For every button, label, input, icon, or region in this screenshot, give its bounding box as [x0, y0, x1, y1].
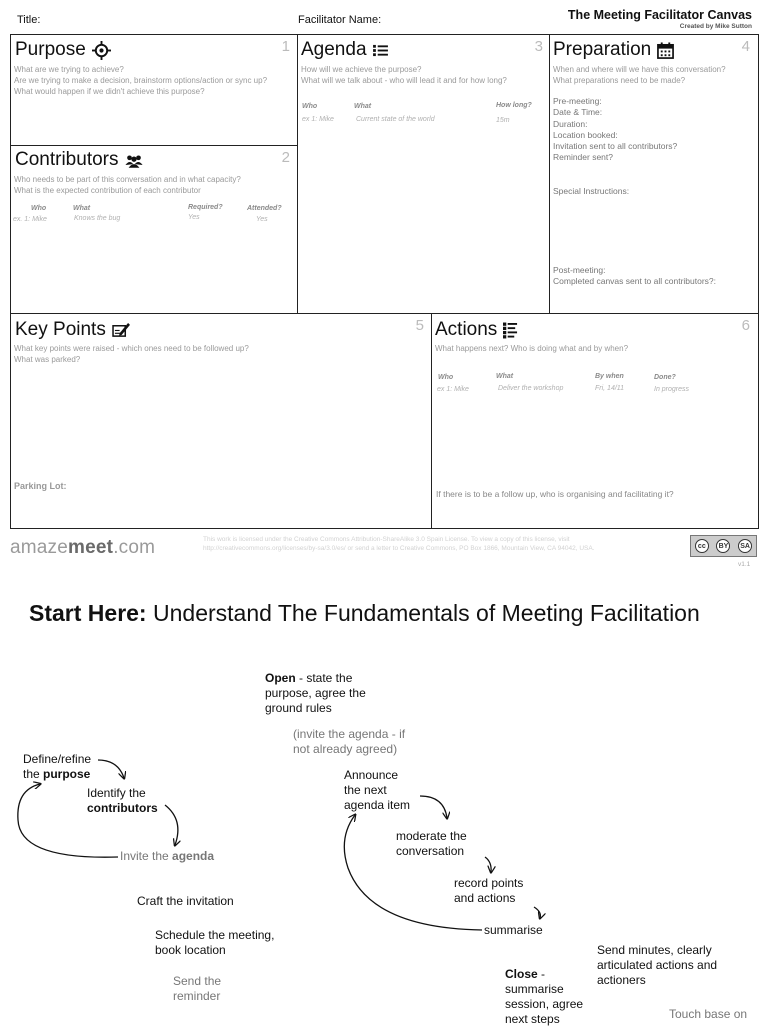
flow-line	[23, 767, 91, 782]
flow-line	[505, 967, 583, 982]
question: What was parked?	[14, 355, 81, 364]
col-what: What	[73, 205, 91, 212]
flow-text: Invite the	[120, 849, 173, 863]
preparation-title	[553, 39, 674, 61]
pen-paper-icon	[112, 322, 131, 338]
start-here-heading	[29, 600, 700, 627]
agenda-title-text: Agenda	[301, 39, 367, 60]
post-meeting-list	[553, 265, 716, 288]
actions-title-text: Actions	[435, 319, 498, 340]
example-attended: Yes	[256, 216, 268, 223]
flow-line: record points	[454, 876, 524, 890]
flow-line: Send minutes, clearly	[597, 943, 712, 957]
key-points-title	[15, 319, 131, 341]
purpose-number: 1	[281, 38, 290, 55]
flow-open	[265, 671, 366, 716]
col-who: Who	[31, 205, 47, 212]
flow-line	[87, 801, 158, 816]
pre-meeting-item: Duration:	[553, 118, 588, 129]
preparation-title-text: Preparation	[553, 39, 652, 60]
flow-record	[454, 876, 523, 906]
logo-suffix: .com	[113, 537, 156, 558]
question: When and where will we have this conversation?	[553, 65, 726, 74]
example-who: ex. 1: Mike	[13, 216, 47, 223]
actions-title	[435, 319, 518, 341]
flow-invite-agenda-note	[293, 727, 405, 757]
flow-keyword: contributors	[87, 801, 158, 815]
flow-line: next steps	[505, 1012, 560, 1026]
parking-lot-label: Parking Lot:	[14, 481, 67, 491]
flow-line: the next	[344, 783, 387, 797]
flow-text: -	[537, 967, 546, 981]
flow-line: Send the	[173, 974, 222, 988]
flow-line: moderate the	[396, 829, 467, 843]
question: What is the expected contribution of each contributor	[14, 186, 201, 195]
purpose-section[interactable]	[10, 34, 298, 146]
pre-meeting-item: Invitation sent to all contributors?	[553, 141, 678, 152]
preparation-number: 4	[741, 38, 750, 55]
contributors-section[interactable]	[10, 146, 298, 313]
flow-line: reminder	[173, 989, 221, 1003]
calendar-icon	[657, 42, 674, 59]
license-line: This work is licensed under the Creative Commons Attribution-ShareAlike 3.0 Spain License. To view a copy of this license, visit	[203, 536, 570, 543]
purpose-questions	[14, 64, 267, 97]
arrow-identify-to-invite	[165, 805, 178, 845]
col-what: What	[354, 103, 372, 110]
brand-subtitle: Created by Mike Sutton	[679, 23, 752, 30]
example-who: ex 1: Mike	[302, 116, 334, 123]
cc-license-badge[interactable]	[690, 535, 757, 557]
flow-line: summarise	[505, 982, 564, 996]
flow-line: session, agree	[505, 997, 584, 1011]
checklist-icon	[503, 322, 518, 339]
special-instructions: Special Instructions:	[553, 186, 630, 196]
flow-schedule-meeting	[155, 928, 274, 958]
arrow-moderate-to-record	[485, 857, 491, 872]
question: What will we talk about - who will lead it and for how long?	[301, 76, 507, 85]
question: What key points were raised - which ones need to be followed up?	[14, 344, 249, 353]
example-by-when: Fri, 14/11	[595, 385, 625, 392]
col-what: What	[496, 373, 514, 380]
flow-line: articulated actions and	[597, 958, 718, 972]
cc-icon: cc	[695, 539, 709, 553]
pre-meeting-item: Date & Time:	[553, 107, 603, 118]
logo-bold: meet	[68, 537, 114, 558]
col-who: Who	[302, 103, 318, 110]
pre-meeting-item: Location booked:	[553, 129, 618, 140]
purpose-title	[15, 39, 111, 61]
license-text	[203, 535, 673, 553]
flow-line: book location	[155, 943, 226, 957]
flow-moderate	[396, 829, 467, 859]
flow-line: Identify the	[87, 786, 146, 800]
agenda-number: 3	[534, 38, 543, 55]
follow-up-question: If there is to be a follow up, who is organising and facilitating it?	[436, 489, 674, 499]
flow-announce-item	[344, 768, 410, 813]
flow-keyword: Open	[265, 671, 296, 685]
flow-keyword: purpose	[43, 767, 91, 781]
brand-title: The Meeting Facilitator Canvas	[567, 8, 752, 22]
target-icon	[92, 41, 111, 60]
flow-line	[265, 671, 366, 686]
list-icon	[373, 44, 388, 57]
start-here-bold: Start Here:	[29, 600, 147, 626]
pre-meeting-list	[553, 96, 677, 164]
sa-icon: SA	[738, 539, 752, 553]
flow-text: the	[23, 767, 44, 781]
flow-define-purpose	[23, 752, 91, 782]
question: Who needs to be part of this conversation and in what capacity?	[14, 175, 241, 184]
example-done: In progress	[654, 386, 690, 393]
key-points-questions	[14, 343, 249, 365]
example-what: Current state of the world	[356, 116, 435, 123]
preparation-questions	[553, 64, 726, 86]
flow-keyword: agenda	[172, 849, 215, 863]
key-points-title-text: Key Points	[15, 319, 106, 340]
arrow-record-to-summarise	[534, 907, 540, 918]
example-what: Knows the bug	[74, 215, 121, 222]
pre-meeting-item: Reminder sent?	[553, 152, 614, 163]
version-label: v1.1	[738, 561, 751, 568]
col-required: Required?	[188, 204, 223, 211]
col-done: Done?	[654, 374, 676, 381]
title-label: Title:	[17, 14, 41, 26]
flow-line: conversation	[396, 844, 465, 858]
question: Are we trying to make a decision, brainstorm options/action or sync up?	[14, 76, 268, 85]
flow-touch-base: Touch base on	[669, 1007, 748, 1021]
agenda-section[interactable]	[298, 34, 549, 313]
question: What happens next? Who is doing what and by when?	[435, 344, 629, 353]
flow-identify-contributors	[87, 786, 158, 816]
post-meeting-item: Completed canvas sent to all contributors?:	[553, 276, 717, 287]
flow-invite-agenda	[120, 849, 214, 864]
license-line: http://creativecommons.org/licenses/by-sa/3.0/es/ or send a letter to Creative Commons, PO Box 1866, Mountain View, CA 94042, USA.	[203, 545, 595, 552]
actions-questions	[435, 343, 628, 354]
flow-line: actioners	[597, 973, 646, 987]
contributors-title	[15, 149, 143, 171]
question: How will we achieve the purpose?	[301, 65, 422, 74]
flow-line: purpose, agree the	[265, 686, 366, 700]
question: What are we trying to achieve?	[14, 65, 124, 74]
contributors-number: 2	[281, 149, 290, 166]
logo-light: amaze	[10, 537, 69, 558]
question: What would happen if we didn't achieve this purpose?	[14, 87, 205, 96]
flow-line: Schedule the meeting,	[155, 928, 275, 942]
key-points-section[interactable]	[10, 313, 432, 529]
flow-line: and actions	[454, 891, 516, 905]
actions-section[interactable]	[432, 313, 759, 529]
flow-line: Define/refine	[23, 752, 92, 766]
start-here-rest: Understand The Fundamentals of Meeting Facilitation	[146, 600, 700, 626]
col-attended: Attended?	[247, 205, 282, 212]
flow-text: - state the	[295, 671, 353, 685]
flow-summarise: summarise	[484, 923, 543, 937]
col-how-long: How long?	[496, 102, 532, 109]
purpose-title-text: Purpose	[15, 39, 86, 60]
post-meeting-item: Post-meeting:	[553, 265, 606, 275]
arrow-announce-to-moderate	[420, 796, 447, 818]
pre-meeting-item: Pre-meeting:	[553, 96, 602, 106]
flow-line: not already agreed)	[293, 742, 398, 756]
contributors-questions	[14, 174, 241, 196]
agenda-questions	[301, 64, 507, 86]
flow-close	[505, 967, 583, 1027]
col-by-when: By when	[595, 373, 624, 380]
preparation-section[interactable]	[549, 34, 759, 313]
facilitator-label: Facilitator Name:	[298, 14, 382, 26]
contributors-title-text: Contributors	[15, 149, 119, 170]
question: What preparations need to be made?	[553, 76, 686, 85]
arrow-define-to-identify	[98, 760, 124, 778]
flow-line: (invite the agenda - if	[293, 727, 406, 741]
flow-line: ground rules	[265, 701, 332, 715]
flow-line: agenda item	[344, 798, 411, 812]
flow-line: Announce	[344, 768, 399, 782]
flow-keyword: Close	[505, 967, 538, 981]
actions-number: 6	[741, 317, 750, 334]
flow-craft-invitation: Craft the invitation	[137, 894, 234, 908]
example-how-long: 15m	[496, 117, 510, 124]
example-who: ex 1: Mike	[437, 386, 469, 393]
by-icon: BY	[716, 539, 730, 553]
flow-send-minutes	[597, 943, 717, 988]
amazemeet-logo[interactable]	[10, 537, 155, 559]
key-points-number: 5	[415, 317, 424, 334]
people-icon	[125, 153, 143, 168]
flow-send-reminder	[173, 974, 221, 1004]
example-what: Deliver the workshop	[498, 385, 564, 392]
col-who: Who	[438, 374, 454, 381]
example-required: Yes	[188, 214, 200, 221]
agenda-title	[301, 39, 388, 61]
